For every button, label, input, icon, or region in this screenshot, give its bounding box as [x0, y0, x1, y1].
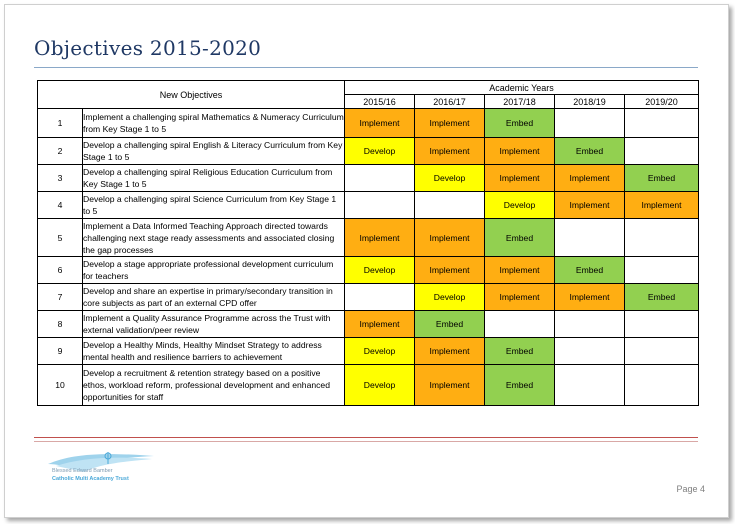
objective-text: Develop a challenging spiral Religious Education Curriculum from Key Stage 1 to 5	[83, 165, 345, 192]
status-cell: Implement	[415, 257, 485, 284]
objective-row	[38, 257, 699, 284]
status-cell: Implement	[555, 192, 625, 219]
objective-text: Develop a challenging spiral English & Literacy Curriculum from Key Stage 1 to 5	[83, 138, 345, 165]
status-cell: Implement	[485, 257, 555, 284]
status-cell: Embed	[415, 311, 485, 338]
objective-row	[38, 165, 699, 192]
objective-text: Implement a Data Informed Teaching Approach directed towards challenging next stage ready assessments and associated closing the gap processes	[83, 219, 345, 257]
header-new-objectives: New Objectives	[38, 81, 345, 109]
status-cell: Embed	[485, 219, 555, 257]
status-cell	[485, 311, 555, 338]
objective-row	[38, 138, 699, 165]
objective-number: 10	[38, 365, 83, 406]
status-cell: Embed	[555, 257, 625, 284]
status-cell: Develop	[345, 138, 415, 165]
objective-number: 1	[38, 109, 83, 138]
status-cell: Embed	[485, 365, 555, 406]
objective-text: Develop a stage appropriate professional development curriculum for teachers	[83, 257, 345, 284]
status-cell: Embed	[485, 109, 555, 138]
status-cell: Implement	[345, 219, 415, 257]
objective-number: 2	[38, 138, 83, 165]
status-cell	[345, 284, 415, 311]
status-cell: Embed	[485, 338, 555, 365]
status-cell	[555, 311, 625, 338]
status-cell	[625, 338, 699, 365]
objective-number: 3	[38, 165, 83, 192]
status-cell: Implement	[485, 138, 555, 165]
objective-row	[38, 311, 699, 338]
status-cell: Develop	[345, 338, 415, 365]
status-cell	[555, 219, 625, 257]
logo-line2: Catholic Multi Academy Trust	[52, 476, 129, 482]
page-title: Objectives 2015-2020	[34, 36, 262, 60]
objective-text: Implement a Quality Assurance Programme across the Trust with external validation/peer review	[83, 311, 345, 338]
header-year: 2017/18	[485, 95, 555, 109]
title-divider	[34, 67, 698, 68]
status-cell: Implement	[555, 284, 625, 311]
status-cell: Embed	[625, 284, 699, 311]
objective-number: 6	[38, 257, 83, 284]
objective-number: 9	[38, 338, 83, 365]
status-cell: Implement	[625, 192, 699, 219]
status-cell	[555, 109, 625, 138]
objective-number: 4	[38, 192, 83, 219]
objective-text: Develop a challenging spiral Science Curriculum from Key Stage 1 to 5	[83, 192, 345, 219]
objective-text: Develop and share an expertise in primary/secondary transition in core subjects as part of an external CPD offer	[83, 284, 345, 311]
status-cell: Implement	[415, 109, 485, 138]
objective-text: Implement a challenging spiral Mathematics & Numeracy Curriculum from Key Stage 1 to 5	[83, 109, 345, 138]
objective-text: Develop a Healthy Minds, Healthy Mindset Strategy to address mental health and resilience barriers to achievement	[83, 338, 345, 365]
status-cell: Develop	[415, 284, 485, 311]
objectives-table	[37, 80, 699, 406]
status-cell	[625, 109, 699, 138]
objective-row	[38, 219, 699, 257]
header-year: 2019/20	[625, 95, 699, 109]
status-cell	[625, 138, 699, 165]
footer-divider-secondary	[34, 441, 698, 442]
objective-number: 5	[38, 219, 83, 257]
status-cell: Implement	[415, 219, 485, 257]
status-cell	[625, 365, 699, 406]
status-cell: Embed	[555, 138, 625, 165]
status-cell: Implement	[555, 165, 625, 192]
status-cell: Implement	[345, 311, 415, 338]
status-cell	[555, 365, 625, 406]
page-number: Page 4	[676, 484, 705, 494]
objective-row	[38, 338, 699, 365]
status-cell	[415, 192, 485, 219]
status-cell: Develop	[345, 257, 415, 284]
status-cell: Embed	[625, 165, 699, 192]
status-cell: Implement	[485, 165, 555, 192]
status-cell: Develop	[345, 365, 415, 406]
status-cell: Develop	[415, 165, 485, 192]
status-cell	[625, 219, 699, 257]
status-cell: Implement	[345, 109, 415, 138]
objective-row	[38, 365, 699, 406]
status-cell	[345, 192, 415, 219]
objective-number: 8	[38, 311, 83, 338]
header-academic-years: Academic Years	[345, 81, 699, 95]
objective-row	[38, 284, 699, 311]
status-cell	[345, 165, 415, 192]
status-cell	[625, 257, 699, 284]
header-year: 2016/17	[415, 95, 485, 109]
status-cell: Develop	[485, 192, 555, 219]
objective-number: 7	[38, 284, 83, 311]
footer-divider	[34, 437, 698, 438]
header-year: 2015/16	[345, 95, 415, 109]
objective-text: Develop a recruitment & retention strategy based on a positive ethos, workload reform, professional development and enhanced opportunities for staff	[83, 365, 345, 406]
status-cell: Implement	[415, 365, 485, 406]
status-cell: Implement	[485, 284, 555, 311]
objective-row	[38, 192, 699, 219]
status-cell: Implement	[415, 338, 485, 365]
status-cell: Implement	[415, 138, 485, 165]
header-year: 2018/19	[555, 95, 625, 109]
objective-row	[38, 109, 699, 138]
logo-line1: Blessed Edward Bamber	[52, 468, 113, 474]
status-cell	[555, 338, 625, 365]
status-cell	[625, 311, 699, 338]
